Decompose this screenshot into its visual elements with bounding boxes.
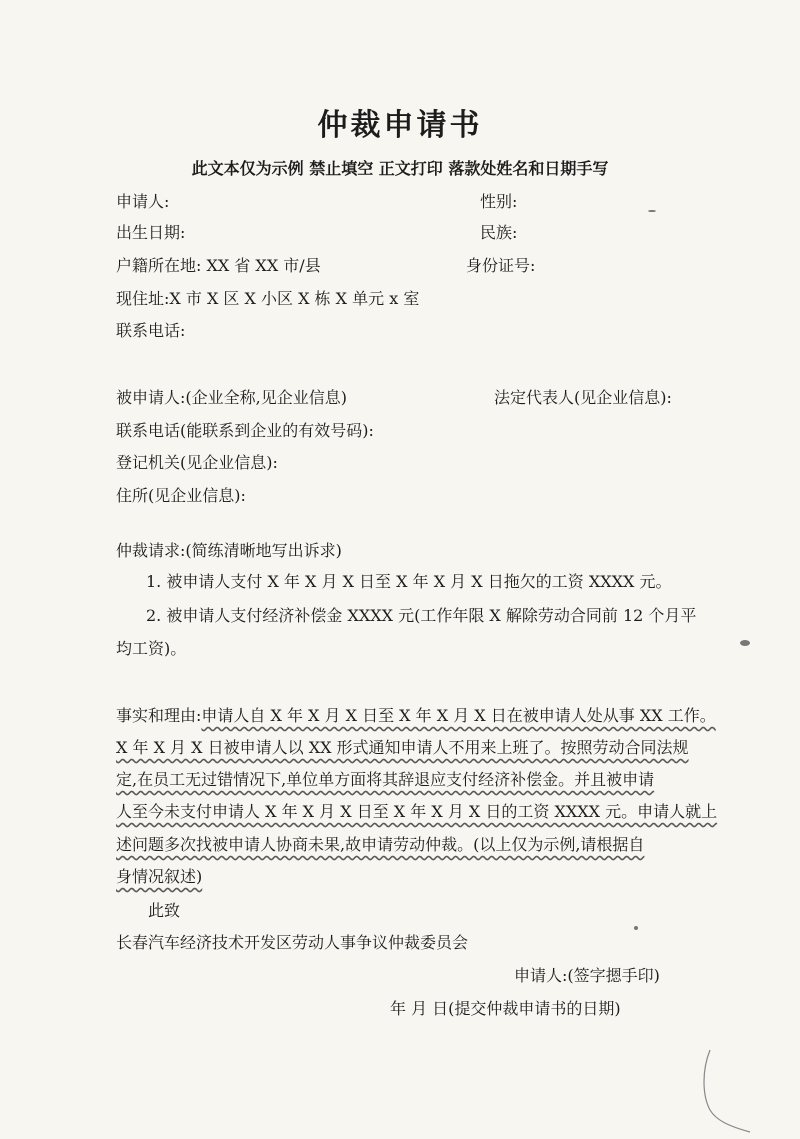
respondent-registry-label: 登记机关(见企业信息): xyxy=(116,453,278,472)
scan-speck xyxy=(740,640,750,646)
committee-name: 长春汽车经济技术开发区劳动人事争议仲裁委员会 xyxy=(116,933,469,952)
facts-line-5: 述问题多次找被申请人协商未果,故申请劳动仲裁。(以上仅为示例,请根据自 xyxy=(116,835,645,854)
respondent-domicile-label: 住所(见企业信息): xyxy=(116,486,246,505)
facts-line-2: X 年 X 月 X 日被申请人以 XX 形式通知申请人不用来上班了。按照劳动合同法规 xyxy=(116,738,689,757)
claims-heading: 仲裁请求:(简练清晰地写出诉求) xyxy=(116,541,342,560)
facts-heading: 事实和理由: xyxy=(116,706,202,725)
respondent-legal-rep-label: 法定代表人(见企业信息): xyxy=(494,388,672,407)
scan-speck xyxy=(648,210,656,212)
respondent-name-label: 被申请人:(企业全称,见企业信息) xyxy=(116,388,347,407)
facts-line-3: 定,在员工无过错情况下,单位单方面将其辞退应支付经济补偿金。并且被申请 xyxy=(116,770,655,789)
applicant-phone-label: 联系电话: xyxy=(116,321,186,340)
applicant-ethnicity-label: 民族: xyxy=(480,223,518,242)
applicant-id-label: 身份证号: xyxy=(466,256,536,275)
applicant-household-label: 户籍所在地: XX 省 XX 市/县 xyxy=(116,256,321,275)
facts-line-4: 人至今未支付申请人 X 年 X 月 X 日至 X 年 X 月 X 日的工资 XXXX 元。申请人就上 xyxy=(116,802,718,821)
claim-item-2-line-1: 2. 被申请人支付经济补偿金 XXXX 元(工作年限 X 解除劳动合同前 12 个月平 xyxy=(146,606,697,625)
signature-label: 申请人:(签字摁手印) xyxy=(514,966,660,985)
scan-stroke-mark xyxy=(680,1040,790,1135)
applicant-gender-label: 性别: xyxy=(480,192,518,211)
date-label: 年 月 日(提交仲裁申请书的日期) xyxy=(390,999,621,1018)
scan-speck xyxy=(634,926,638,930)
applicant-address-label: 现住址:X 市 X 区 X 小区 X 栋 X 单元 x 室 xyxy=(116,289,420,308)
document-subtitle: 此文本仅为示例 禁止填空 正文打印 落款处姓名和日期手写 xyxy=(191,159,609,178)
claim-item-2-line-2: 均工资)。 xyxy=(116,639,187,658)
applicant-name-label: 申请人: xyxy=(116,192,170,211)
claim-item-1: 1. 被申请人支付 X 年 X 月 X 日至 X 年 X 月 X 日拖欠的工资 XXXX 元。 xyxy=(146,572,672,591)
facts-text-1: 申请人自 X 年 X 月 X 日至 X 年 X 月 X 日在被申请人处从事 XX 工作。 xyxy=(201,706,716,725)
respondent-phone-label: 联系电话(能联系到企业的有效号码): xyxy=(116,421,374,440)
facts-line-1 xyxy=(116,703,716,726)
document-title: 仲裁申请书 xyxy=(317,108,483,143)
facts-line-6: 身情况叙述) xyxy=(116,867,203,886)
closing-salutation: 此致 xyxy=(148,901,181,920)
applicant-birth-label: 出生日期: xyxy=(116,223,186,242)
